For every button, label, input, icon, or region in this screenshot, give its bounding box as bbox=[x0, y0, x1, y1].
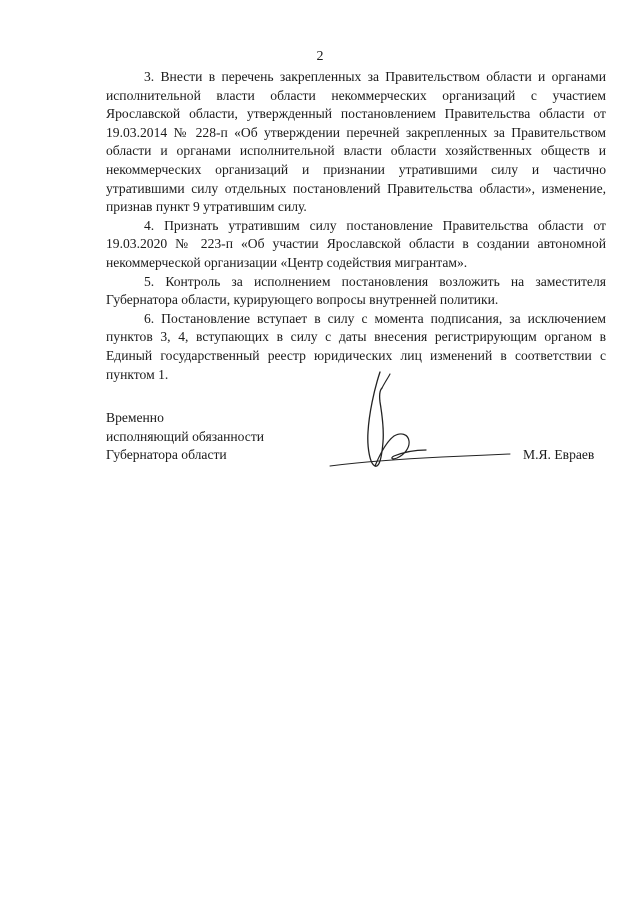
signer-title-line: Временно bbox=[106, 410, 164, 425]
paragraph-4: 4. Признать утратившим силу постановление Правительства области от 19.03.2020 № 223-п «Об участии Ярославской области в создании автономной некоммерческой организации «Центр содействия мигрантам». bbox=[106, 217, 606, 270]
paragraph-5: 5. Контроль за исполнением постановления возложить на заместителя Губернатора области, курирующего вопросы внутренней политики. bbox=[106, 273, 606, 308]
signer-title-line: Губернатора области bbox=[106, 447, 227, 463]
handwritten-signature bbox=[322, 362, 512, 474]
paragraph-3: 3. Внести в перечень закрепленных за Правительством области и органами исполнительной власти области некоммерческих организаций с участием Ярославской области, утвержденный постановлением Правительства области от 19.03.2014 № 228-п «Об утверждении перечней закрепленных за Правительством области и органами исполнительной власти области хозяйственных обществ и некоммерческих организаций и признании утратившими силу и частично утратившими силу отдельных постановлений Правительства области», изменение, признав пункт 9 утратившим силу. bbox=[106, 69, 606, 215]
page-number: 2 bbox=[316, 49, 324, 64]
signer-name: М.Я. Евраев bbox=[523, 447, 595, 462]
document-body bbox=[106, 68, 606, 384]
signer-title-line: исполняющий обязанности bbox=[106, 428, 265, 444]
paragraph-6: 6. Постановление вступает в силу с момента подписания, за исключением пунктов 3, 4, вступающих в силу с даты внесения регистрирующим органом в Единый государственный реестр юридических лиц изменений в соответствии с пунктом 1. bbox=[106, 310, 606, 382]
signer-title bbox=[106, 409, 264, 465]
